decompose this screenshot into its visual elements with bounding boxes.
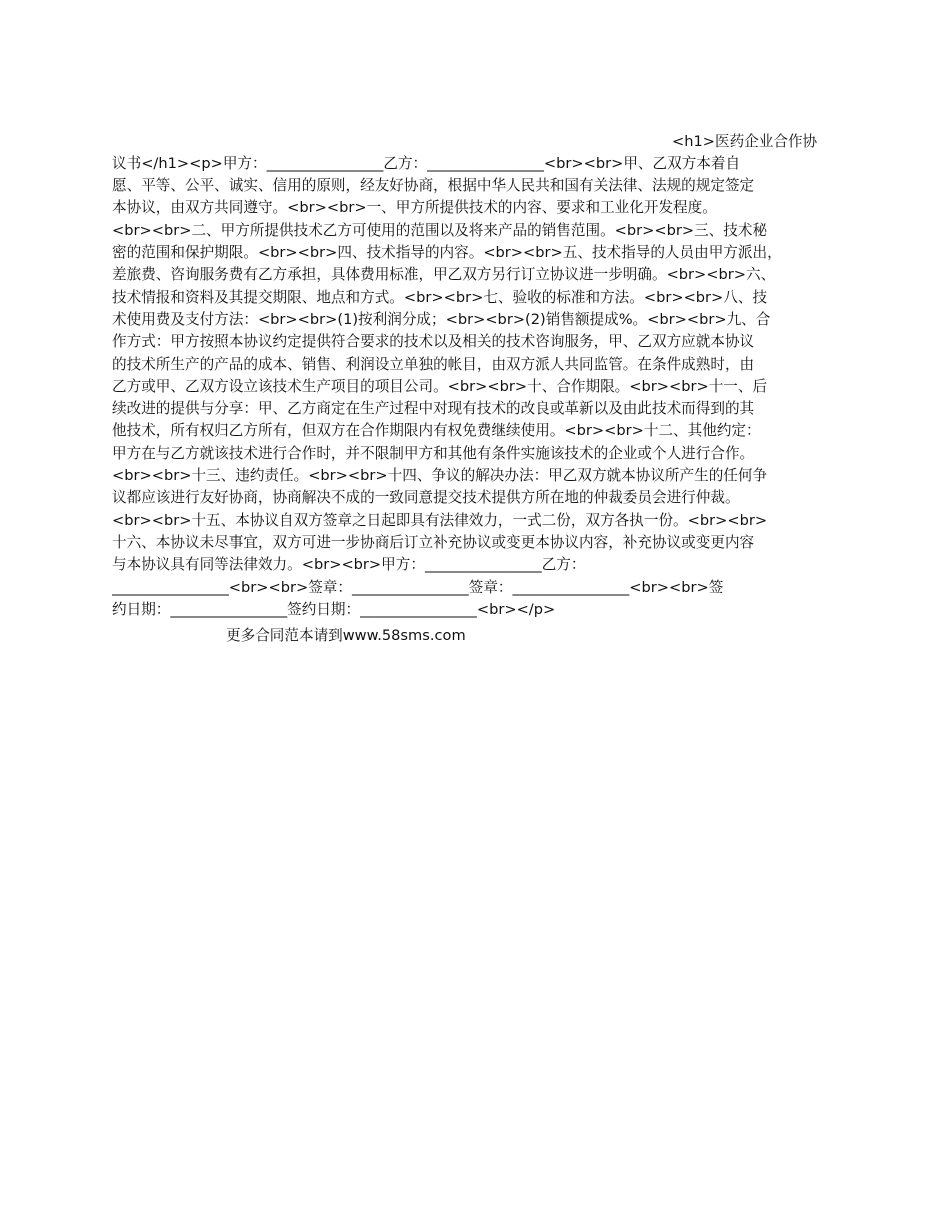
document-line: <br><br>十三、违约责任。<br><br>十四、争议的解决办法：甲乙双方就本协议所产生的任何争 xyxy=(112,467,768,484)
document-line: 十六、本协议未尽事宜，双方可进一步协商后订立补充协议或变更本协议内容，补充协议或变更内容 xyxy=(112,534,755,551)
document-line: ________________<br><br>签章：________________签章：________________<br><br>签 xyxy=(112,579,724,596)
document-line: 本协议，由双方共同遵守。<br><br>一、甲方所提供技术的内容、要求和工业化开发程度。 xyxy=(112,199,717,216)
document-line: <br><br>十五、本协议自双方签章之日起即具有法律效力，一式二份，双方各执一份。<br><br> xyxy=(112,512,768,529)
document-line: 甲方在与乙方就该技术进行合作时，并不限制甲方和其他有条件实施该技术的企业或个人进行合作。 xyxy=(112,445,755,462)
document-line: 续改进的提供与分享：甲、乙方商定在生产过程中对现有技术的改良或革新以及由此技术而得到的其 xyxy=(112,400,755,417)
contract-template-footer: 更多合同范本请到www.58sms.com xyxy=(226,627,466,644)
document-line: 的技术所生产的产品的成本、销售、利润设立单独的帐目，由双方派人共同监管。在条件成熟时，由 xyxy=(112,356,755,373)
document-line: 作方式：甲方按照本协议约定提供符合要求的技术以及相关的技术咨询服务，甲、乙双方应就本协议 xyxy=(112,333,755,350)
document-line: <h1>医药企业合作协 xyxy=(672,133,818,150)
document-line: 议都应该进行友好协商，协商解决不成的一致同意提交技术提供方所在地的仲裁委员会进行仲裁。 xyxy=(112,489,740,506)
document-line: 与本协议具有同等法律效力。<br><br>甲方：________________乙方： xyxy=(112,556,586,573)
document-line: 技术情报和资料及其提交期限、地点和方式。<br><br>七、验收的标准和方法。<br><br>八、技 xyxy=(112,289,768,306)
document-line: 他技术，所有权归乙方所有，但双方在合作期限内有权免费继续使用。<br><br>十二、其他约定： xyxy=(112,422,761,439)
document-line: 愿、平等、公平、诚实、信用的原则，经友好协商，根据中华人民共和国有关法律、法规的规定签定 xyxy=(112,177,755,194)
document-line: <br><br>二、甲方所提供技术乙方可使用的范围以及将来产品的销售范围。<br><br>三、技术秘 xyxy=(112,222,768,239)
document-line: 约日期：________________签约日期：________________<br></p> xyxy=(112,601,556,618)
document-line: 议书</h1><p>甲方：________________乙方：________________<br><br>甲、乙双方本着自 xyxy=(112,155,741,172)
document-line: 差旅费、咨询服务费有乙方承担，具体费用标准，甲乙双方另行订立协议进一步明确。<br><br>六、 xyxy=(112,266,776,283)
document-line: 术使用费及支付方法：<br><br>(1)按利润分成；<br><br>(2)销售额提成%。<br><br>九、合 xyxy=(112,311,771,328)
document-line: 密的范围和保护期限。<br><br>四、技术指导的内容。<br><br>五、技术指导的人员由甲方派出， xyxy=(112,244,782,261)
document-line: 乙方或甲、乙双方设立该技术生产项目的项目公司。<br><br>十、合作期限。<br><br>十一、后 xyxy=(112,378,768,395)
